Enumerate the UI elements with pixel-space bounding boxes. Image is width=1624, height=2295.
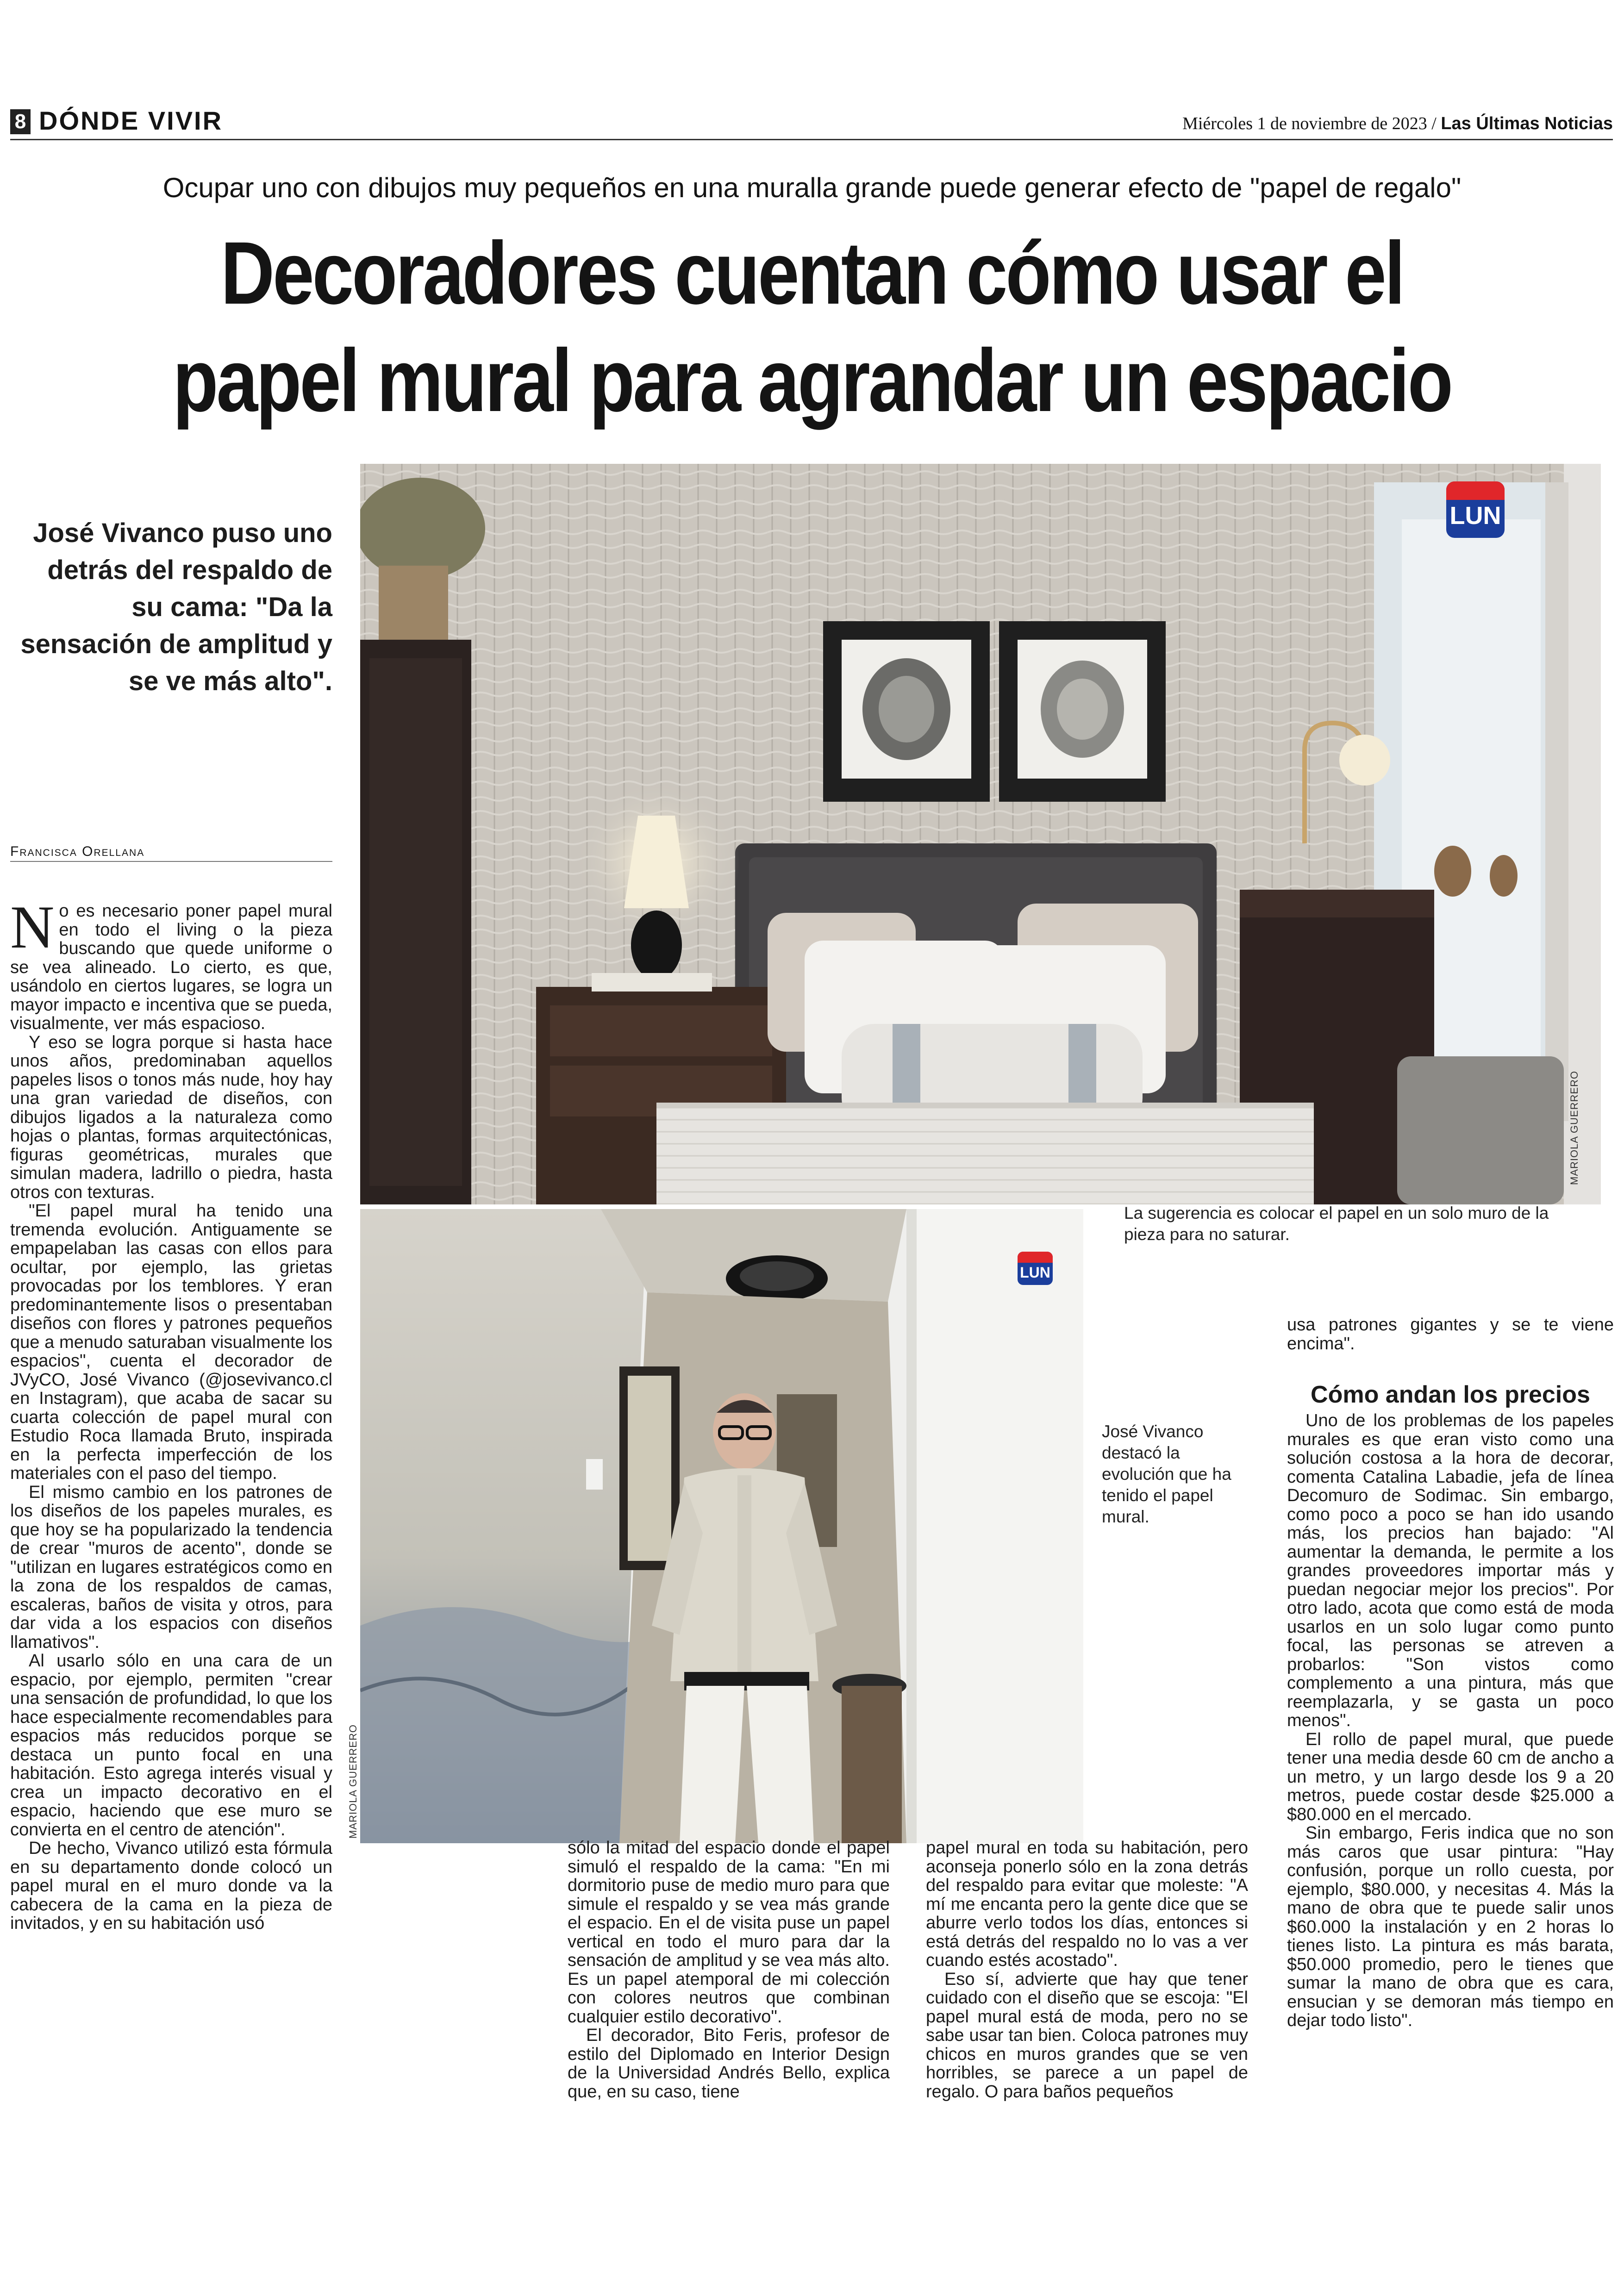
column-4 [1287,1316,1614,2030]
publication-name: Las Últimas Noticias [1441,114,1613,133]
column-3 [926,1839,1248,2101]
paragraph: "El papel mural ha tenido una tremenda evolución. Antiguamente se empapelaban las casas con ellos para ocultar, por ejemplo, las grietas provocadas por los temblores. Y eran predominantemente lisos o presentaban diseños con flores y patrones pequeños que a menudo saturaban visualmente los espacios", cuenta el decorador de JVyCO, José Vivanco (@josevivanco.cl en Instagram), que acaba de sacar su cuarta colección de papel mural con Estudio Roca llamada Bruto, inspirada en la perfecta imperfección de los materiales con el paso del tiempo. [10,1201,332,1483]
issue-date: Miércoles 1 de noviembre de 2023 [1182,114,1427,133]
dateline [1182,113,1613,134]
paragraph: usa patrones gigantes y se te viene encima". [1287,1315,1614,1353]
headline-line-2: papel mural para agrandar un espacio [173,331,1451,430]
paragraph: Eso sí, advierte que hay que tener cuidado con el diseño que se escoja: "El papel mural está de moda, pero no se sabe usar tan bien. Coloca patrones muy chicos en muros grandes que se ven horribles, se parece a un papel de regalo. O para baños pequeños [926,1969,1248,2102]
paragraph: Uno de los problemas de los papeles murales es que eran visto como una solución costosa a la hora de decorar, comenta Catalina Labadie, jefa de línea Decomuro de Sodimac. Sin embargo, como poco a poco se han ido usando más, los precios han bajado: "Al aumentar la demanda, le permite a los grandes proveedores importar más y puedan negociar mejor los precios". Por otro lado, acota que como está de moda usarlos en un solo lugar como punto focal, las personas se atreven a probarlos: "Son vistos como complemento a una pintura, más que reemplazarla, y se gasta un poco menos". [1287,1411,1614,1730]
photo-caption: La sugerencia es colocar el papel en un solo muro de la pieza para no saturar. [1124,1204,1549,1244]
paragraph: Y eso se logra porque si hasta hace unos años, predominaban aquellos papeles lisos o tonos más nude, hoy hay una gran variedad de diseños, con dibujos ligados a la naturaleza como hojas o plantas, formas arquitectónicas, figuras geométricas, murales que simulan madera, ladrillo o piedra, hasta otros con texturas. [10,1032,332,1202]
photo-caption-2: José Vivanco destacó la evolución que ha tenido el papel mural. [1102,1422,1231,1526]
subheading: Cómo andan los precios [1311,1381,1590,1408]
paragraph-text: o es necesario poner papel mural en todo el living o la pieza buscando que quede uniforme o se vea alineado. Lo cierto, es que, usándolo en ciertos lugares, se logra un mayor impacto e incentiva que se pueda, visualmente, ver más espacioso. [10,901,332,1033]
byline-rule [10,861,332,862]
headline-line-1: Decoradores cuentan cómo usar el [220,223,1404,323]
paragraph: De hecho, Vivanco utilizó esta fórmula en su departamento donde colocó un papel mural en el muro donde va la cabecera de la cama en la pieza de invitados, y en su habitación usó [10,1839,332,1933]
paragraph [10,893,332,1033]
lun-logo-text: LUN [1449,502,1501,530]
photo-bedroom [360,464,1601,1204]
byline: Francisca Orellana [10,844,145,859]
deck: José Vivanco puso uno detrás del respaldo de su cama: "Da la sensación de amplitud y se ve más alto". [20,518,332,696]
photo-credit-2: MARIOLA GUERRERO [347,1724,359,1839]
section-title: DÓNDE VIVIR [39,106,223,135]
photo-credit: MARIOLA GUERRERO [1568,1070,1580,1185]
lun-logo-2-text: LUN [1020,1264,1050,1281]
paragraph: sólo la mitad del espacio donde el papel simuló el respaldo de la cama: "En mi dormitorio puse de medio muro para que simule el respaldo y se vea más grande el espacio. En el de visita puse un papel vertical en todo el muro para dar la sensación de amplitud y se vea más alto. Es un papel atemporal de mi colección con colores neutros que combinan cualquier estilo decorativo". [568,1838,890,2027]
paragraph: Sin embargo, Feris indica que no son más caros que usar pintura: "Hay confusión, porque un rollo cuesta, por ejemplo, $80.000, y necesitas 4. Más la mano de obra que te puede salir unos $60.000 la instalación y en 2 horas lo tienes listo. La pintura es más barata, $50.000 promedio, pero le tienes que sumar la mano de obra que es cara, ensucian y se demoran más tiempo en dejar todo listo". [1287,1823,1614,2030]
headline [130,219,1494,434]
drop-cap: N [10,893,55,961]
bedroom-illustration [360,464,1601,1204]
lun-logo [1446,481,1505,538]
lun-logo-2 [1018,1252,1053,1285]
paragraph: El rollo de papel mural, que puede tener una media desde 60 cm de ancho a un metro, y un largo desde los 9 a 20 metros, puede costar desde $25.000 a $80.000 en el mercado. [1287,1729,1614,1824]
paragraph: Al usarlo sólo en una cara de un espacio, por ejemplo, permiten "crear una sensación de profundidad, lo que los hace especialmente recomendables para espacios más reducidos porque se destaca un punto focal en una habitación. Esto agrega interés visual y crea un impacto decorativo en el espacio, haciendo que ese muro se convierta en el centro de atención". [10,1651,332,1840]
paragraph: El mismo cambio en los patrones de los diseños de los papeles murales, es que hoy se ha popularizado la tendencia de crear "muros de acento", donde se "utilizan en lugares estratégicos como en la zona de los respaldos de camas, escaleras, baños de visita y otros, para dar vida a los espacios con diseños llamativos". [10,1482,332,1652]
column-2 [568,1839,890,2101]
kicker: Ocupar uno con dibujos muy pequeños en una muralla grande puede generar efecto de "papel de regalo" [162,172,1462,203]
dateline-separator: / [1431,114,1437,133]
paragraph: El decorador, Bito Feris, profesor de estilo del Diplomado en Interior Design de la Universidad Andrés Bello, explica que, en su caso, tiene [568,2026,890,2102]
photo-portrait [360,1209,1083,1843]
portrait-illustration [360,1209,1083,1843]
paragraph: papel mural en toda su habitación, pero aconseja ponerlo sólo en la zona detrás del respaldo para evitar que moleste: "A mí me encanta pero la gente dice que se aburre verlo todos los días, entonces si está detrás del respaldo no lo vas a ver cuando estés acostado". [926,1838,1248,1970]
page-number: 8 [10,109,31,134]
header-rule [10,139,1613,140]
column-1 [10,893,332,1933]
